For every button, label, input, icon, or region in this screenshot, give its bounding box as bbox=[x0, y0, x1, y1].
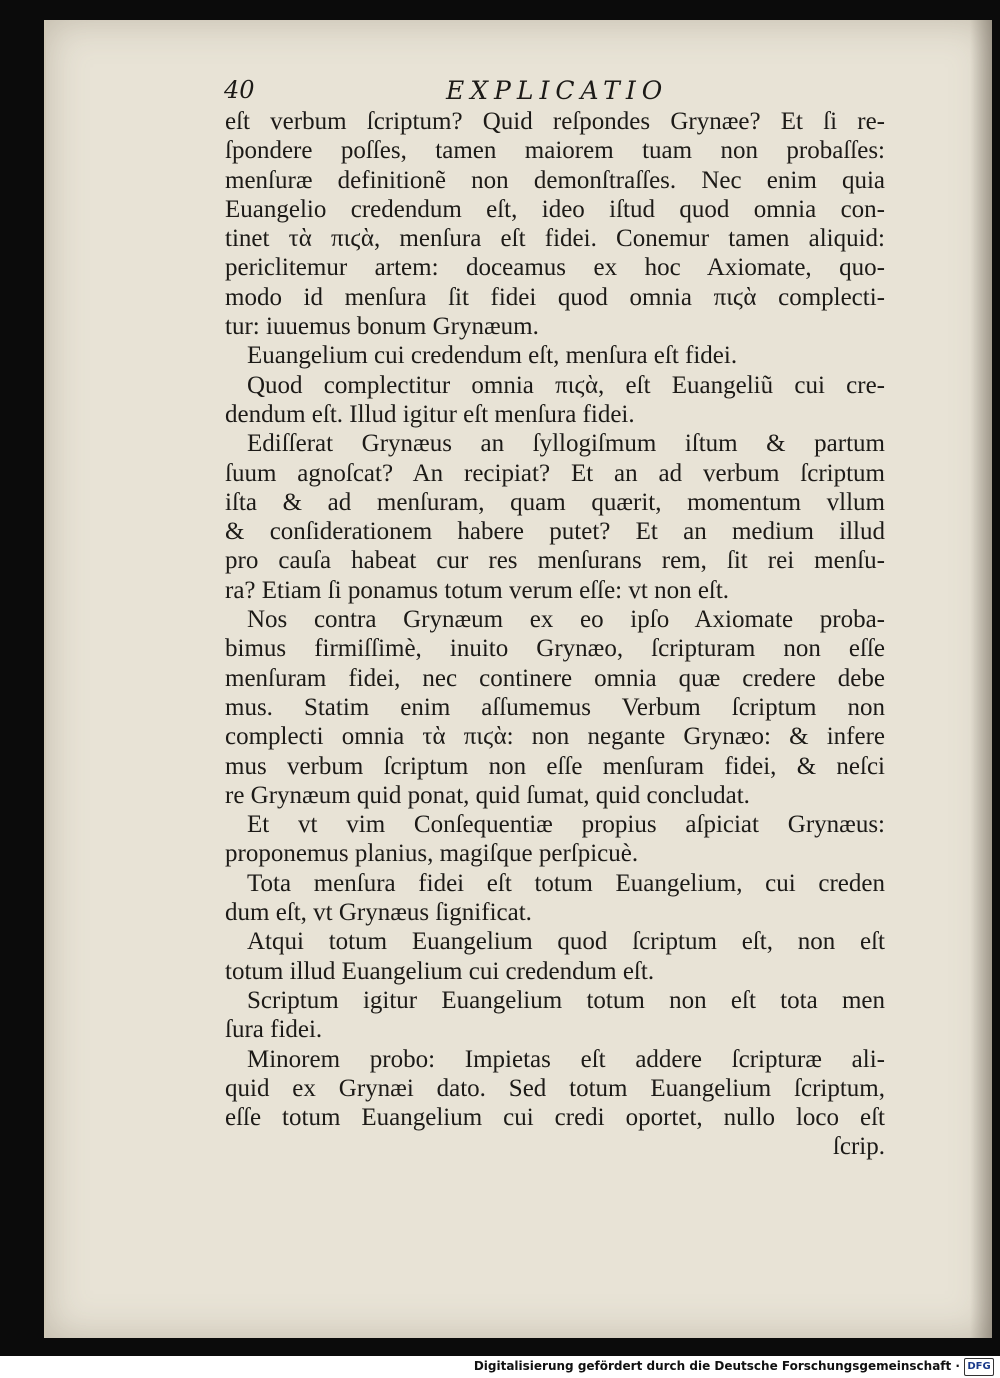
text-line: modo id menſura ſit fidei quod omnia πιϛὰ complecti- bbox=[225, 283, 885, 311]
text-line: iſta & ad menſuram, quam quærit, momentum vllum bbox=[225, 488, 885, 516]
dfg-logo-icon: DFG bbox=[964, 1358, 994, 1376]
page-number: 40 bbox=[224, 76, 255, 104]
syllogism-line: Tota menſura fidei eſt totum Euangelium, cui creden bbox=[247, 869, 885, 897]
text-line: Ediſſerat Grynæus an ſyllogiſmum iſtum & partum bbox=[247, 430, 885, 458]
footer-bar bbox=[0, 1356, 1000, 1378]
text-line: re Grynæum quid ponat, quid ſumat, quid concludat. bbox=[225, 781, 750, 809]
text-line: proponemus planius, magiſque perſpicuè. bbox=[225, 840, 639, 868]
text-line: mus. Statim enim aſſumemus Verbum ſcriptum non bbox=[225, 693, 885, 721]
text-line: Minorem probo: Impietas eſt addere ſcripturæ ali- bbox=[247, 1045, 885, 1073]
text-line: tur: iuuemus bonum Grynæum. bbox=[225, 313, 539, 341]
text-line: quid ex Grynæi dato. Sed totum Euangelium ſcriptum, bbox=[225, 1074, 885, 1102]
text-line: Nos contra Grynæum ex eo ipſo Axiomate proba- bbox=[247, 606, 885, 634]
syllogism-line: Scriptum igitur Euangelium totum non eſt tota men bbox=[247, 986, 885, 1014]
text-line: mus verbum ſcriptum non eſſe menſuram fidei, & neſci bbox=[225, 752, 885, 780]
text-line: menſuram fidei, nec continere omnia quæ credere debe bbox=[225, 664, 885, 692]
text-line: ſuum agnoſcat? An recipiat? Et an ad verbum ſcriptum bbox=[225, 459, 885, 487]
text-line: ra? Etiam ſi ponamus totum verum eſſe: vt non eſt. bbox=[225, 576, 730, 604]
text-line: ſpondere poſſes, tamen maiorem tuam non probaſſes: bbox=[225, 137, 885, 165]
syllogism-line: Atqui totum Euangelium quod ſcriptum eſt, non eſt bbox=[247, 928, 885, 956]
running-head: EXPLICATIO bbox=[446, 76, 669, 105]
text-line: complecti omnia τὰ πιϛὰ: non negante Grynæo: & infere bbox=[225, 723, 885, 751]
syllogism-line: dendum eſt. Illud igitur eſt menſura fidei. bbox=[225, 400, 635, 428]
text-line: eſſe totum Euangelium cui credi oportet, nullo loco eſt bbox=[225, 1104, 885, 1132]
text-line: tinet τὰ πιϛὰ, menſura eſt fidei. Conemur tamen aliquid: bbox=[225, 225, 885, 253]
syllogism-line: Euangelium cui credendum eſt, menſura eſt fidei. bbox=[247, 342, 738, 370]
catchword: ſcrip. bbox=[832, 1133, 885, 1161]
syllogism-line: dum eſt, vt Grynæus ſignificat. bbox=[225, 899, 532, 927]
text-line: Et vt vim Conſequentiæ propius aſpiciat Grynæus: bbox=[247, 811, 885, 839]
text-line: pro cauſa habeat cur res menſurans rem, ſit rei menſu- bbox=[225, 547, 885, 575]
syllogism-line: ſura fidei. bbox=[225, 1016, 323, 1044]
body-text bbox=[225, 107, 885, 1162]
page-edge-shadow bbox=[970, 20, 992, 1338]
text-line: Euangelio credendum eſt, ideo iſtud quod omnia con- bbox=[225, 195, 885, 223]
syllogism-line: totum illud Euangelium cui credendum eſt. bbox=[225, 957, 655, 985]
funding-credit: Digitalisierung gefördert durch die Deutsche Forschungsgemeinschaft · bbox=[473, 1359, 960, 1373]
text-line: eſt verbum ſcriptum? Quid reſpondes Grynæe? Et ſi re- bbox=[225, 108, 885, 135]
text-line: periclitemur artem: doceamus ex hoc Axiomate, quo- bbox=[225, 254, 885, 282]
syllogism-line: Quod complectitur omnia πιϛὰ, eſt Euangeliũ cui cre- bbox=[247, 371, 885, 399]
text-line: bimus firmiſſimè, inuito Grynæo, ſcripturam non eſſe bbox=[225, 635, 885, 663]
text-line: menſuræ definitionẽ non demonſtraſſes. Nec enim quia bbox=[225, 166, 885, 194]
text-line: & conſiderationem habere putet? Et an medium illud bbox=[225, 518, 885, 546]
